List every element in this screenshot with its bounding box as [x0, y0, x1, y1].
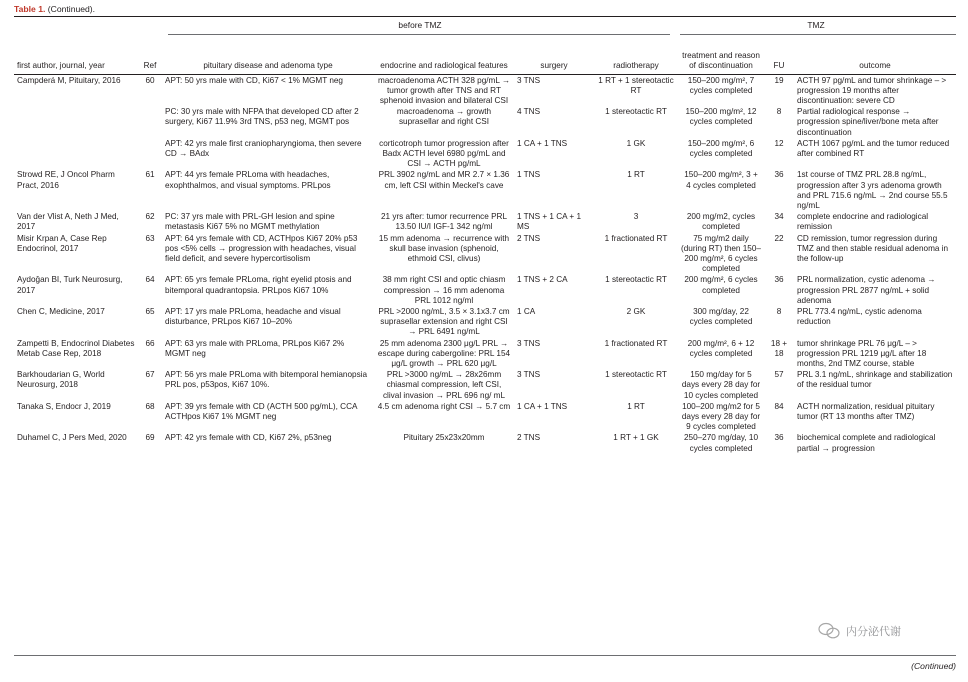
cell-surgery: 3 TNS	[517, 75, 541, 85]
col-radiotherapy: radiotherapy	[594, 34, 678, 74]
cell-radiotherapy: 1 stereotactic RT	[605, 275, 667, 285]
cell-surgery: 2 TNS	[517, 233, 541, 243]
cell-ref: 65	[145, 306, 155, 316]
cell-radiotherapy: 1 fractionated RT	[604, 338, 668, 348]
cell-radiotherapy: 1 RT + 1 stereotactic RT	[598, 75, 674, 95]
table-body	[14, 74, 956, 454]
table-row	[14, 369, 956, 401]
cell-fu: 8	[776, 306, 782, 316]
cell-outcome: Partial radiological response → progression spine/liver/bone meta after discontinuation	[797, 107, 939, 137]
cell-treatment: 200 mg/m², 6 + 12 cycles completed	[687, 338, 755, 358]
cell-ref: 60	[145, 75, 155, 85]
cell-features: 25 mm adenoma 2300 μg/L PRL → escape during cabergoline: PRL 154 μg/L growth → PRL 620 μg/L	[377, 338, 511, 368]
cell-surgery: 4 TNS	[517, 107, 541, 117]
col-author: first author, journal, year	[14, 34, 138, 74]
cell-radiotherapy: 3	[633, 212, 639, 222]
col-disease: pituitary disease and adenoma type	[162, 34, 374, 74]
cell-disease: APT: 64 yrs female with CD, ACTHpos Ki67 20% p53 pos <5% cells → progression with headaches, visual field deficit, and severe hypercortisolism	[165, 233, 358, 263]
cell-features: macroadenoma ACTH 328 pg/mL → tumor growth after TNS and RT sphenoid invasion and bilateral CSI	[377, 75, 511, 105]
cell-surgery: 1 CA + 1 TNS	[517, 138, 568, 148]
cell-ref: 67	[145, 370, 155, 380]
cell-author: Chen C, Medicine, 2017	[17, 306, 105, 316]
table-row	[14, 432, 956, 453]
table-row	[14, 306, 956, 338]
cell-disease: APT: 17 yrs male PRLoma, headache and visual disturbance, PRLpos Ki67 10–20%	[165, 306, 341, 327]
cell-features: 4.5 cm adenoma right CSI → 5.7 cm	[377, 401, 511, 411]
cell-radiotherapy: 2 GK	[626, 306, 646, 316]
table-label: Table 1.	[14, 4, 46, 14]
cell-treatment: 75 mg/m2 daily (during RT) then 150–200 mg/m², 6 cycles completed	[681, 233, 761, 274]
header-row	[14, 34, 956, 74]
cell-author	[14, 106, 138, 138]
cell-ref	[138, 106, 162, 138]
cell-features: macroadenoma → growth suprasellar and right CSI	[396, 107, 492, 127]
cell-disease: APT: 42 yrs female with CD, Ki67 2%, p53neg	[165, 433, 332, 443]
cell-treatment: 150–200 mg/m², 6 cycles completed	[687, 138, 755, 158]
top-rule	[14, 16, 956, 17]
data-table	[14, 34, 956, 454]
cell-disease: PC: 30 yrs male with NFPA that developed CD after 2 surgery, Ki67 11.9% 3rd TNS, p53 neg, MGMT pos	[165, 107, 359, 127]
cell-treatment: 200 mg/m2, cycles completed	[686, 212, 756, 232]
cell-ref: 64	[145, 275, 155, 285]
col-outcome: outcome	[794, 34, 956, 74]
cell-ref: 62	[145, 212, 155, 222]
cell-ref	[138, 138, 162, 170]
cell-outcome: CD remission, tumor regression during TMZ and then stable residual adenoma in the follow-up	[797, 233, 949, 263]
cell-features: Pituitary 25x23x20mm	[403, 433, 485, 443]
table-row	[14, 274, 956, 306]
cell-author: Van der Vlist A, Neth J Med, 2017	[17, 212, 119, 232]
cell-outcome: PRL 773.4 ng/mL, cystic adenoma reduction	[797, 306, 922, 327]
cell-surgery: 3 TNS	[517, 370, 541, 380]
table-row	[14, 138, 956, 170]
cell-author: Duhamel C, J Pers Med, 2020	[17, 433, 127, 443]
cell-fu: 36	[774, 433, 784, 443]
cell-ref: 63	[145, 233, 155, 243]
cell-author: Strowd RE, J Oncol Pharm Pract, 2016	[17, 170, 115, 190]
cell-surgery: 1 TNS + 1 CA + 1 MS	[517, 212, 582, 232]
cell-surgery: 1 CA	[517, 306, 536, 316]
cell-radiotherapy: 1 stereotactic RT	[605, 107, 667, 117]
cell-fu: 36	[774, 275, 784, 285]
bottom-rule	[14, 655, 956, 656]
cell-radiotherapy: 1 fractionated RT	[604, 233, 668, 243]
cell-outcome: ACTH 1067 pg/mL and the tumor reduced after combined RT	[797, 138, 950, 158]
cell-treatment: 200 mg/m², 6 cycles completed	[684, 275, 758, 295]
cell-surgery: 1 TNS + 2 CA	[517, 275, 568, 285]
cell-ref: 66	[145, 338, 155, 348]
cell-author	[14, 138, 138, 170]
cell-outcome: ACTH 97 pg/mL and tumor shrinkage – > progression 19 months after discontinuation: severe CD	[797, 75, 947, 105]
cell-author: Barkhoudarian G, World Neurosurg, 2018	[17, 370, 105, 390]
cell-treatment: 150 mg/day for 5 days every 28 day for 10 cycles completed	[681, 370, 761, 400]
cell-outcome: ACTH normalization, residual pituitary tumor (RT 13 months after TMZ)	[797, 401, 935, 421]
table-row	[14, 211, 956, 232]
cell-fu: 34	[774, 212, 784, 222]
table-caption	[14, 4, 95, 14]
group-before-tmz: before TMZ	[398, 20, 442, 30]
cell-disease: APT: 42 yrs male first craniopharyngioma, then severe CD → BAdx	[165, 138, 362, 158]
cell-fu: 12	[774, 138, 784, 148]
cell-treatment: 250–270 mg/day, 10 cycles completed	[683, 433, 759, 453]
cell-outcome: complete endocrine and radiological remission	[797, 212, 929, 232]
table-row	[14, 401, 956, 433]
cell-fu: 57	[774, 370, 784, 380]
cell-fu: 18 + 18	[770, 338, 788, 358]
cell-disease: APT: 56 yrs male PRLoma with bitemporal hemianopsia PRL pos, p53pos, Ki67 10%.	[165, 370, 368, 390]
cell-radiotherapy: 1 RT	[627, 401, 645, 411]
col-fu: FU	[764, 34, 794, 74]
cell-surgery: 3 TNS	[517, 338, 541, 348]
cell-disease: APT: 44 yrs female PRLoma with headaches, exophthalmos, and visual symptoms. PRLpos	[165, 170, 331, 190]
chat-bubble-icon	[818, 622, 840, 640]
table-row	[14, 106, 956, 138]
cell-author: Misir Krpan A, Case Rep Endocrinol, 2017	[17, 233, 107, 253]
cell-features: PRL >2000 ng/mL, 3.5 × 3.1x3.7 cm suprasellar extension and right CSI → PRL 6491 ng/mL	[378, 306, 510, 337]
cell-outcome: 1st course of TMZ PRL 28.8 ng/mL, progression after 3 yrs adenoma growth and PRL 715.6 ng/mL → 2nd course 55.5 ng/mL	[797, 170, 948, 210]
cell-treatment: 100–200 mg/m2 for 5 days every 28 day for 9 cycles completed	[681, 401, 761, 432]
cell-treatment: 150–200 mg/m², 3 + 4 cycles completed	[684, 170, 758, 190]
col-surgery: surgery	[514, 34, 594, 74]
table-row	[14, 74, 956, 106]
continued-note: (Continued)	[911, 661, 956, 671]
cell-features: 21 yrs after: tumor recurrence PRL 13.50 IU/I IGF-1 342 ng/ml	[380, 212, 508, 232]
cell-radiotherapy: 1 stereotactic RT	[605, 370, 667, 380]
table-row	[14, 169, 956, 211]
cell-surgery: 1 TNS	[517, 170, 541, 180]
cell-surgery: 1 CA + 1 TNS	[517, 401, 568, 411]
cell-features: PRL 3902 ng/mL and MR 2.7 × 1.36 cm, left CSI within Meckel's cave	[378, 170, 510, 190]
cell-outcome: biochemical complete and radiological partial → progression	[797, 433, 936, 453]
cell-disease: APT: 50 yrs male with CD, Ki67 < 1% MGMT neg	[165, 75, 343, 85]
cell-author: Tanaka S, Endocr J, 2019	[17, 401, 111, 411]
cell-features: PRL >3000 ng/mL → 28x26mm chiasmal compression, left CSI, clival invasion → PRL 696 ng/ mL	[382, 370, 506, 400]
cell-fu: 22	[774, 233, 784, 243]
cell-outcome: PRL 3.1 ng/mL, shrinkage and stabilization of the residual tumor	[797, 370, 953, 390]
col-ref: Ref	[138, 34, 162, 74]
cell-ref: 68	[145, 401, 155, 411]
table-row	[14, 233, 956, 275]
cell-radiotherapy: 1 GK	[626, 138, 646, 148]
cell-radiotherapy: 1 RT + 1 GK	[613, 433, 659, 443]
cell-radiotherapy: 1 RT	[627, 170, 645, 180]
cell-fu: 36	[774, 170, 784, 180]
cell-outcome: tumor shrinkage PRL 76 μg/L – > progression PRL 1219 μg/L after 18 months, 2nd TMZ course, stable	[797, 338, 927, 368]
cell-disease: APT: 63 yrs male with PRLoma, PRLpos Ki67 2% MGMT neg	[165, 338, 345, 358]
cell-treatment: 150–200 mg/m², 7 cycles completed	[687, 75, 755, 95]
watermark-text: 内分泌代谢	[846, 626, 901, 638]
cell-author: Aydoğan BI, Turk Neurosurg, 2017	[17, 275, 123, 295]
cell-author: Campderá M, Pituitary, 2016	[17, 75, 121, 85]
cell-features: 15 mm adenoma → recurrence with skull base invasion (sphenoid, ethmoid CSI, clivus)	[378, 233, 510, 263]
cell-treatment: 300 mg/day, 22 cycles completed	[689, 306, 753, 327]
col-treatment: treatment and reason of discontinuation	[678, 34, 764, 74]
cell-ref: 69	[145, 433, 155, 443]
cell-author: Zampetti B, Endocrinol Diabetes Metab Case Rep, 2018	[17, 338, 135, 358]
cell-treatment: 150–200 mg/m², 12 cycles completed	[685, 107, 757, 127]
table-row	[14, 338, 956, 370]
cell-fu: 19	[774, 75, 784, 85]
cell-disease: APT: 65 yrs female PRLoma, right eyelid ptosis and bitemporal quadrantopsia. PRLpos Ki67 10%	[165, 275, 352, 295]
cell-features: corticotroph tumor progression after Badx ACTH level 6980 pg/mL and CSI → ACTH pg/mL	[379, 138, 509, 169]
cell-features: 38 mm right CSI and optic chiasm compression → 16 mm adenoma PRL 1012 ng/ml	[382, 275, 506, 305]
group-tmz: TMZ	[807, 20, 825, 30]
cell-outcome: PRL normalization, cystic adenoma → progression PRL 2877 ng/mL + solid adenoma	[797, 275, 936, 305]
cell-surgery: 2 TNS	[517, 433, 541, 443]
table-caption-suffix: (Continued).	[47, 4, 96, 14]
cell-ref: 61	[145, 170, 155, 180]
watermark	[818, 622, 901, 640]
cell-disease: APT: 39 yrs female with CD (ACTH 500 pg/mL), CCA ACTHpos Ki67 1% MGMT neg	[165, 401, 358, 421]
col-features: endocrine and radiological features	[374, 34, 514, 74]
cell-disease: PC: 37 yrs male with PRL-GH lesion and spine metastasis Ki67 5% no MGMT methylation	[165, 212, 335, 232]
cell-fu: 84	[774, 401, 784, 411]
cell-fu: 8	[776, 107, 782, 117]
